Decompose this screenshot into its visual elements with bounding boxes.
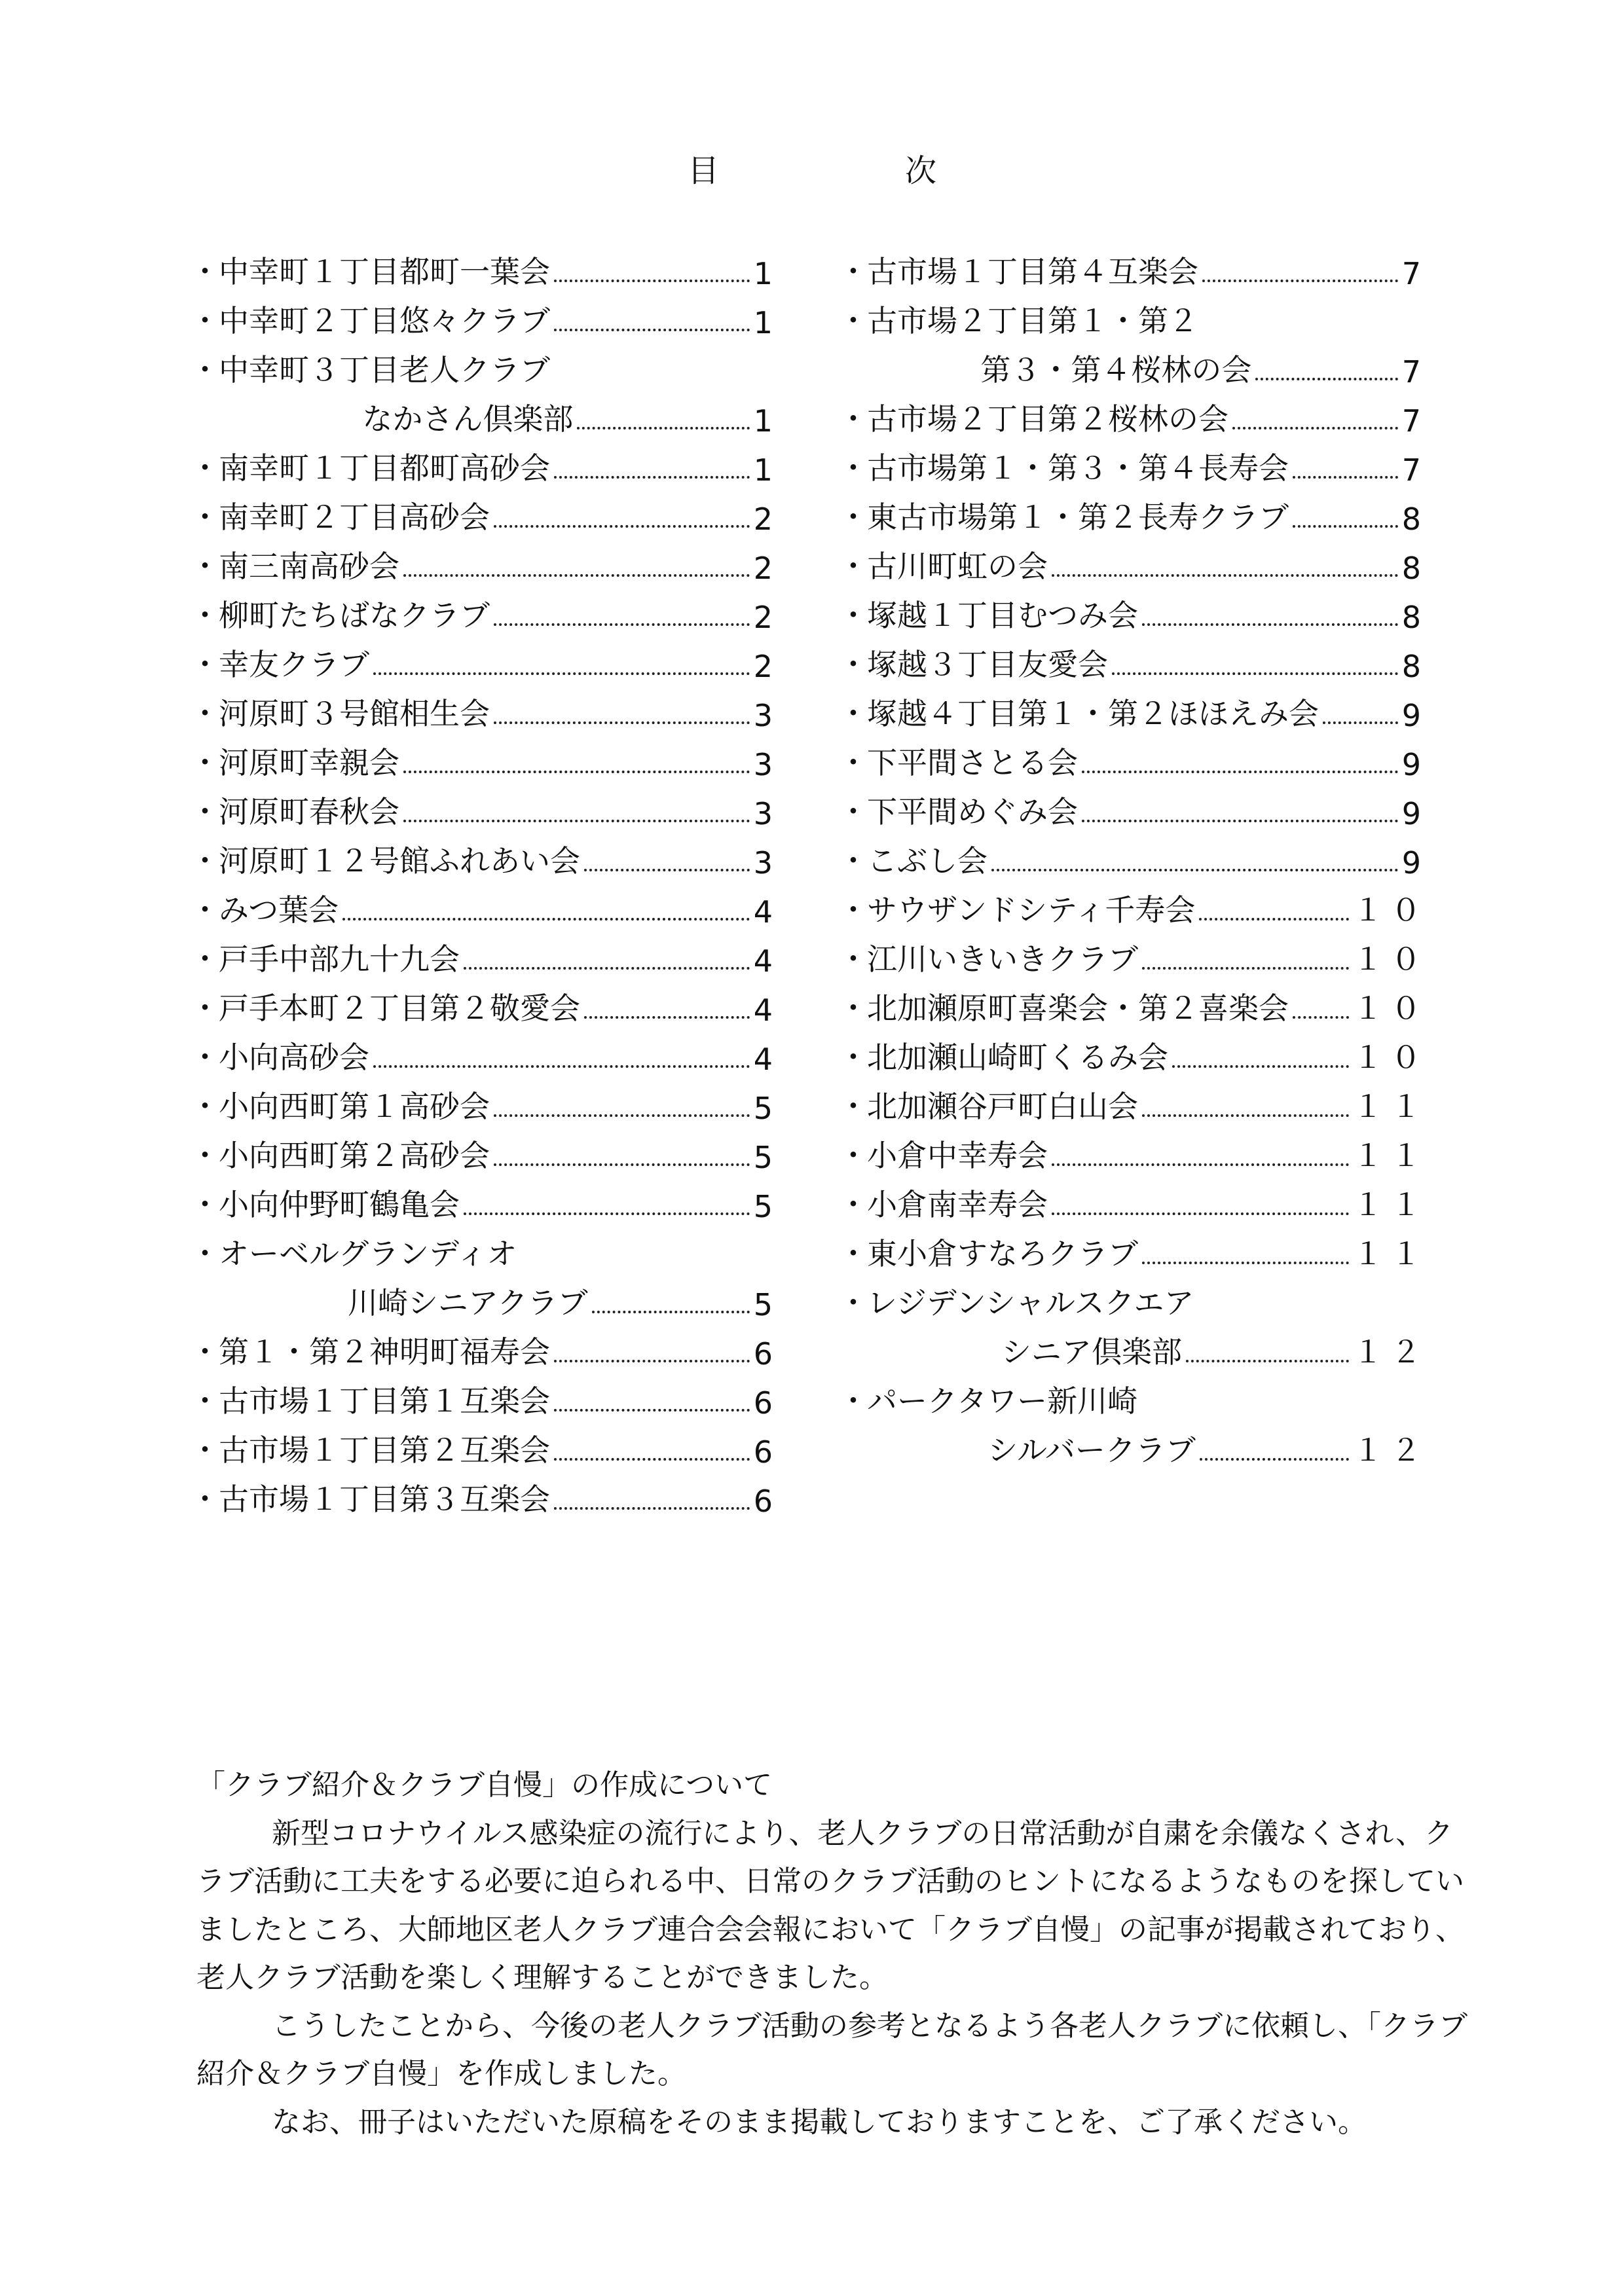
toc-entry-name: 柳町たちばなクラブ xyxy=(219,598,490,633)
toc-entry-name: 古市場１丁目第２互楽会 xyxy=(219,1432,550,1468)
toc-bullet: ・ xyxy=(190,549,220,584)
toc-entry-name: 小向西町第１高砂会 xyxy=(219,1089,490,1124)
toc-page-number: 3 xyxy=(753,747,781,782)
toc-line xyxy=(190,881,781,930)
toc-page-number: 5 xyxy=(753,1287,781,1322)
toc-page-number: 4 xyxy=(753,894,781,930)
toc-line xyxy=(190,733,781,782)
toc-bullet: ・ xyxy=(190,1089,220,1124)
toc-entry xyxy=(838,979,1429,1028)
toc-line xyxy=(838,979,1429,1028)
toc-line xyxy=(190,1077,781,1126)
toc-bullet: ・ xyxy=(190,450,220,486)
toc-line xyxy=(838,930,1429,979)
toc-page-number: 9 xyxy=(1401,796,1429,831)
toc-bullet: ・ xyxy=(190,1236,220,1271)
toc-entry-name: 古市場１丁目第１互楽会 xyxy=(219,1383,550,1419)
toc-entry xyxy=(190,979,781,1028)
toc-page-number: 1 xyxy=(753,305,781,340)
toc-line xyxy=(838,1126,1429,1175)
toc-entry xyxy=(838,1175,1429,1224)
toc-line xyxy=(190,635,781,684)
toc-dot-leader xyxy=(1293,1016,1349,1019)
toc-entry xyxy=(838,930,1429,979)
toc-dot-leader xyxy=(373,1065,750,1068)
toc-entry-name: 南三南高砂会 xyxy=(219,549,399,584)
toc-page-number: 6 xyxy=(753,1484,781,1519)
toc-entry xyxy=(838,1224,1429,1273)
toc-entry xyxy=(838,242,1429,291)
toc-bullet: ・ xyxy=(190,1383,220,1419)
toc-page-number: 6 xyxy=(753,1336,781,1372)
toc-entry-name: 第３・第４桜林の会 xyxy=(980,352,1252,388)
toc-dot-leader xyxy=(494,525,750,528)
toc-bullet: ・ xyxy=(190,1432,220,1468)
toc-page-number: 2 xyxy=(753,501,781,537)
toc-entry-name: 小向仲野町鶴亀会 xyxy=(219,1187,460,1222)
toc-entry-name: 古市場第１・第３・第４長寿会 xyxy=(867,450,1289,486)
toc-bullet: ・ xyxy=(190,941,220,977)
toc-line xyxy=(190,1224,773,1273)
toc-entry-name: みつ葉会 xyxy=(219,892,339,928)
toc-entry-name: 塚越１丁目むつみ会 xyxy=(867,598,1138,633)
toc-bullet: ・ xyxy=(190,991,220,1026)
toc-entry-name: 小向西町第２高砂会 xyxy=(219,1138,490,1173)
toc-page-number: １０ xyxy=(1353,941,1429,977)
toc-entry-name: 古川町虹の会 xyxy=(867,549,1048,584)
toc-page-number: 2 xyxy=(753,600,781,635)
toc-bullet: ・ xyxy=(838,1383,868,1419)
toc-entry xyxy=(190,537,781,586)
toc-dot-leader xyxy=(1052,1163,1349,1166)
toc-line xyxy=(838,340,1429,390)
toc-right-column xyxy=(838,242,1430,1470)
toc-bullet: ・ xyxy=(838,1285,868,1321)
toc-entry-name: 塚越４丁目第１・第２ほほえみ会 xyxy=(867,696,1319,731)
toc-dot-leader xyxy=(1199,918,1349,920)
toc-entry-name: 河原町幸親会 xyxy=(219,745,399,780)
toc-entry-name: 南幸町１丁目都町高砂会 xyxy=(219,450,550,486)
toc-bullet: ・ xyxy=(838,696,868,731)
toc-bullet: ・ xyxy=(838,941,868,977)
toc-dot-leader xyxy=(494,721,750,724)
toc-entry-name: 戸手本町２丁目第２敬愛会 xyxy=(219,991,580,1026)
toc-page-number: 7 xyxy=(1401,256,1429,291)
toc-line xyxy=(838,1421,1430,1470)
toc-line xyxy=(190,1322,781,1372)
toc-entry-name: シニア倶楽部 xyxy=(1001,1334,1182,1370)
toc-entry-name: 古市場２丁目第１・第２ xyxy=(867,303,1198,338)
toc-entry xyxy=(190,488,781,537)
toc-line xyxy=(838,684,1429,733)
toc-page-number: １０ xyxy=(1353,991,1429,1026)
toc-entry-name: 中幸町２丁目悠々クラブ xyxy=(219,303,550,338)
toc-dot-leader xyxy=(373,672,750,675)
toc-entry-name: 小倉中幸寿会 xyxy=(867,1138,1048,1173)
toc-entry xyxy=(190,1126,781,1175)
toc-bullet: ・ xyxy=(838,500,868,535)
toc-line xyxy=(838,242,1429,291)
toc-entry xyxy=(190,684,781,733)
toc-dot-leader xyxy=(403,820,750,822)
toc-dot-leader xyxy=(464,1212,750,1215)
toc-dot-leader xyxy=(1052,574,1398,577)
toc-dot-leader xyxy=(584,1016,750,1019)
toc-line xyxy=(190,291,781,340)
toc-entry-name: パークタワー新川崎 xyxy=(867,1383,1138,1419)
toc-dot-leader xyxy=(1186,1360,1349,1362)
toc-bullet: ・ xyxy=(838,303,868,338)
toc-entry-name: 小倉南幸寿会 xyxy=(867,1187,1048,1222)
toc-bullet: ・ xyxy=(190,254,220,289)
toc-dot-leader xyxy=(584,869,750,871)
toc-entry-name: 下平間めぐみ会 xyxy=(867,794,1078,829)
toc-page-number: １０ xyxy=(1353,892,1429,928)
toc-entry xyxy=(838,488,1429,537)
toc-line xyxy=(190,831,781,881)
toc-line xyxy=(190,782,781,831)
toc-bullet: ・ xyxy=(190,1138,220,1173)
toc-page-number: 4 xyxy=(753,993,781,1028)
toc-bullet: ・ xyxy=(838,401,868,437)
toc-entry xyxy=(838,586,1429,635)
toc-line xyxy=(838,1224,1429,1273)
toc-entry-name: 河原町春秋会 xyxy=(219,794,399,829)
toc-entry xyxy=(838,1126,1429,1175)
toc-page-number: １１ xyxy=(1353,1089,1429,1124)
toc-line xyxy=(190,684,781,733)
toc-entry-name: 江川いきいきクラブ xyxy=(867,941,1138,977)
toc-dot-leader xyxy=(1052,1212,1349,1215)
toc-dot-leader xyxy=(403,574,750,577)
toc-page-number: １２ xyxy=(1353,1432,1430,1468)
toc-line xyxy=(838,1077,1429,1126)
toc-entry xyxy=(190,1028,781,1077)
toc-line xyxy=(190,1028,781,1077)
toc-bullet: ・ xyxy=(838,1089,868,1124)
toc-line xyxy=(838,537,1429,586)
toc-bullet: ・ xyxy=(190,500,220,535)
toc-bullet: ・ xyxy=(838,254,868,289)
toc-line xyxy=(190,586,781,635)
toc-left-column xyxy=(190,242,781,1519)
toc-page-number: 4 xyxy=(753,943,781,979)
toc-entry xyxy=(838,831,1429,881)
toc-page-number: １１ xyxy=(1353,1138,1429,1173)
toc-entry xyxy=(838,1372,1430,1470)
toc-dot-leader xyxy=(494,1114,750,1117)
toc-line xyxy=(838,1273,1421,1322)
toc-bullet: ・ xyxy=(838,991,868,1026)
toc-dot-leader xyxy=(494,623,750,626)
toc-line xyxy=(838,635,1429,684)
toc-bullet: ・ xyxy=(190,892,220,928)
toc-dot-leader xyxy=(1082,820,1398,822)
toc-entry-name: 北加瀬山崎町くるみ会 xyxy=(867,1040,1168,1075)
toc-entry-name: 小向高砂会 xyxy=(219,1040,369,1075)
toc-entry xyxy=(190,930,781,979)
toc-bullet: ・ xyxy=(190,794,220,829)
toc-entry xyxy=(190,1470,781,1519)
toc-bullet: ・ xyxy=(190,745,220,780)
toc-page-number: 7 xyxy=(1401,403,1429,439)
toc-page-number: 5 xyxy=(753,1140,781,1175)
toc-line xyxy=(838,1322,1429,1372)
toc-bullet: ・ xyxy=(838,1236,868,1271)
toc-dot-leader xyxy=(1172,1065,1349,1068)
toc-line xyxy=(838,291,1421,340)
toc-dot-leader xyxy=(1293,525,1398,528)
toc-page-number: 8 xyxy=(1401,501,1429,537)
toc-dot-leader xyxy=(554,476,750,479)
note-section xyxy=(196,1761,1480,2146)
toc-entry xyxy=(190,586,781,635)
toc-bullet: ・ xyxy=(190,1334,220,1370)
toc-line xyxy=(190,1372,781,1421)
toc-entry-name: 幸友クラブ xyxy=(219,647,369,682)
toc-entry xyxy=(838,439,1429,488)
toc-entry xyxy=(190,1322,781,1372)
toc-line xyxy=(838,1028,1429,1077)
toc-page-number: １０ xyxy=(1353,1040,1429,1075)
toc-entry xyxy=(190,340,781,439)
toc-dot-leader xyxy=(1142,967,1349,970)
toc-page-number: 6 xyxy=(753,1385,781,1421)
toc-dot-leader xyxy=(554,1360,750,1362)
toc-entry-name: 塚越３丁目友愛会 xyxy=(867,647,1108,682)
toc-entry-name: サウザンドシティ千寿会 xyxy=(867,892,1196,928)
note-paragraph: なお、冊子はいただいた原稿をそのまま掲載しておりますことを、ご了承ください。 xyxy=(272,2105,1367,2139)
toc-bullet: ・ xyxy=(190,843,220,879)
toc-dot-leader xyxy=(494,1163,750,1166)
toc-bullet: ・ xyxy=(838,1138,868,1173)
toc-page-number: 2 xyxy=(753,649,781,684)
toc-line xyxy=(190,537,781,586)
toc-line xyxy=(838,488,1429,537)
toc-entry-name: こぶし会 xyxy=(867,843,987,879)
toc-entry-name: 古市場２丁目第２桜林の会 xyxy=(867,401,1228,437)
toc-entry xyxy=(838,635,1429,684)
toc-page-number: 5 xyxy=(753,1091,781,1126)
toc-entry xyxy=(838,881,1429,930)
toc-page-number: 9 xyxy=(1401,698,1429,733)
toc-entry xyxy=(838,782,1429,831)
toc-entry xyxy=(190,291,781,340)
toc-entry xyxy=(190,733,781,782)
toc-entry-name: シルバークラブ xyxy=(987,1432,1196,1468)
toc-entry xyxy=(838,684,1429,733)
toc-bullet: ・ xyxy=(838,598,868,633)
toc-bullet: ・ xyxy=(838,647,868,682)
toc-page-number: 8 xyxy=(1401,600,1429,635)
toc-dot-leader xyxy=(1142,623,1398,626)
toc-page-number: 3 xyxy=(753,698,781,733)
toc-entry xyxy=(190,1175,781,1224)
toc-line xyxy=(838,881,1429,930)
toc-line xyxy=(190,1175,781,1224)
toc-bullet: ・ xyxy=(838,892,868,928)
toc-line xyxy=(190,340,773,390)
toc-dot-leader xyxy=(1142,1114,1349,1117)
toc-bullet: ・ xyxy=(190,352,220,388)
toc-dot-leader xyxy=(1112,672,1398,675)
toc-entry-name: レジデンシャルスクエア xyxy=(867,1285,1194,1321)
toc-dot-leader xyxy=(592,1311,750,1313)
toc-entry xyxy=(190,439,781,488)
toc-dot-leader xyxy=(403,771,750,773)
toc-page-number: 2 xyxy=(753,551,781,586)
toc-entry-name: 第１・第２神明町福寿会 xyxy=(219,1334,550,1370)
toc-page-number: 4 xyxy=(753,1042,781,1077)
toc-bullet: ・ xyxy=(190,1482,220,1517)
toc-bullet: ・ xyxy=(190,696,220,731)
toc-entry-name: 河原町３号館相生会 xyxy=(219,696,490,731)
toc-entry-name: 東古市場第１・第２長寿クラブ xyxy=(867,500,1289,535)
toc-dot-leader xyxy=(1232,427,1398,429)
toc-entry xyxy=(838,1273,1429,1372)
toc-entry-name: 中幸町３丁目老人クラブ xyxy=(219,352,550,388)
toc-page-number: 1 xyxy=(753,403,781,439)
toc-line xyxy=(190,1470,781,1519)
toc-bullet: ・ xyxy=(838,794,868,829)
toc-entry-name: 古市場１丁目第３互楽会 xyxy=(219,1482,550,1517)
toc-bullet: ・ xyxy=(838,843,868,879)
toc-line xyxy=(838,733,1429,782)
toc-entry xyxy=(838,1077,1429,1126)
toc-entry xyxy=(190,1077,781,1126)
page-title: 目 次 xyxy=(687,153,1014,189)
toc-entry-name: 古市場１丁目第４互楽会 xyxy=(867,254,1198,289)
toc-dot-leader xyxy=(1323,721,1398,724)
toc-dot-leader xyxy=(1082,771,1398,773)
toc-page-number: 3 xyxy=(753,796,781,831)
toc-page-number: 7 xyxy=(1401,452,1429,488)
toc-line xyxy=(838,439,1429,488)
toc-line xyxy=(190,488,781,537)
toc-page-number: 8 xyxy=(1401,551,1429,586)
toc-entry xyxy=(190,242,781,291)
toc-entry-name: 河原町１２号館ふれあい会 xyxy=(219,843,580,879)
toc-entry-name: 下平間さとる会 xyxy=(867,745,1078,780)
toc-entry-name: 東小倉すなろクラブ xyxy=(867,1236,1138,1271)
toc-line xyxy=(190,242,781,291)
toc-page-number: １２ xyxy=(1353,1334,1429,1370)
toc-entry xyxy=(190,635,781,684)
toc-entry xyxy=(838,1028,1429,1077)
toc-bullet: ・ xyxy=(190,303,220,338)
toc-dot-leader xyxy=(991,869,1398,871)
toc-entry xyxy=(190,782,781,831)
toc-dot-leader xyxy=(1255,378,1397,380)
toc-entry xyxy=(838,733,1429,782)
toc-page-number: １１ xyxy=(1353,1187,1429,1222)
toc-entry xyxy=(838,537,1429,586)
note-heading: 「クラブ紹介＆クラブ自慢」の作成について xyxy=(196,1768,773,1802)
toc-dot-leader xyxy=(1200,1458,1349,1461)
toc-bullet: ・ xyxy=(190,1040,220,1075)
toc-dot-leader xyxy=(554,280,750,282)
toc-page-number: 7 xyxy=(1401,354,1429,390)
toc-line xyxy=(838,1175,1429,1224)
toc-bullet: ・ xyxy=(190,647,220,682)
toc-bullet: ・ xyxy=(838,1040,868,1075)
toc-entry-name: オーベルグランディオ xyxy=(219,1236,517,1271)
toc-page-number: 9 xyxy=(1401,845,1429,881)
toc-dot-leader xyxy=(577,427,749,429)
toc-entry-name: 北加瀬谷戸町白山会 xyxy=(867,1089,1138,1124)
toc-entry xyxy=(190,1421,781,1470)
toc-dot-leader xyxy=(554,1458,750,1461)
toc-line xyxy=(190,1126,781,1175)
toc-line xyxy=(190,439,781,488)
toc-bullet: ・ xyxy=(838,549,868,584)
toc-line xyxy=(838,586,1429,635)
toc-line xyxy=(838,390,1429,439)
toc-bullet: ・ xyxy=(190,1187,220,1222)
toc-line xyxy=(190,1273,781,1322)
toc-bullet: ・ xyxy=(838,1187,868,1222)
toc-page-number: 5 xyxy=(753,1189,781,1224)
toc-bullet: ・ xyxy=(838,745,868,780)
toc-entry-name: 南幸町２丁目高砂会 xyxy=(219,500,490,535)
toc-entry xyxy=(190,1372,781,1421)
toc-dot-leader xyxy=(1293,476,1398,479)
toc-dot-leader xyxy=(464,967,750,970)
toc-page-number: １１ xyxy=(1353,1236,1429,1271)
toc-line xyxy=(838,831,1429,881)
toc-page-number: 9 xyxy=(1401,747,1429,782)
toc-bullet: ・ xyxy=(190,598,220,633)
toc-dot-leader xyxy=(1202,280,1398,282)
toc-page-number: 1 xyxy=(753,452,781,488)
toc-entry-name: 川崎シニアクラブ xyxy=(348,1285,588,1321)
toc-page-number: 6 xyxy=(753,1434,781,1470)
toc-dot-leader xyxy=(1142,1262,1349,1264)
toc-entry-name: 中幸町１丁目都町一葉会 xyxy=(219,254,550,289)
toc-entry xyxy=(190,881,781,930)
toc-dot-leader xyxy=(554,329,750,331)
toc-entry-name: 戸手中部九十九会 xyxy=(219,941,460,977)
note-paragraph: こうしたことから、今後の老人クラブ活動の参考となるよう各老人クラブに依頼し、「クラブ紹介＆クラブ自慢」を作成しました。 xyxy=(196,2009,1467,2090)
toc-line xyxy=(838,1372,1421,1421)
toc-line xyxy=(190,979,781,1028)
toc-page-number: 1 xyxy=(753,256,781,291)
toc-line xyxy=(190,390,781,439)
toc-dot-leader xyxy=(342,918,750,920)
toc-bullet: ・ xyxy=(838,450,868,486)
toc-page-number: 3 xyxy=(753,845,781,881)
note-paragraph: 新型コロナウイルス感染症の流行により、老人クラブの日常活動が自粛を余儀なくされ、クラブ活動に工夫をする必要に迫られる中、日常のクラブ活動のヒントになるようなものを探していましたところ、大師地区老人クラブ連合会会報において「クラブ自慢」の記事が掲載されており、老人クラブ活動を楽しく理解することができました。 xyxy=(196,1816,1464,1994)
toc-line xyxy=(190,1421,781,1470)
toc-line xyxy=(838,782,1429,831)
toc-entry xyxy=(838,390,1429,439)
toc-entry-name: 北加瀬原町喜楽会・第２喜楽会 xyxy=(867,991,1289,1026)
toc-dot-leader xyxy=(554,1409,750,1412)
toc-entry-name: なかさん倶楽部 xyxy=(362,401,574,437)
toc-entry xyxy=(190,1224,781,1322)
toc-line xyxy=(190,930,781,979)
toc-page-number: 8 xyxy=(1401,649,1429,684)
toc-dot-leader xyxy=(554,1507,750,1510)
toc-entry xyxy=(190,831,781,881)
toc-entry xyxy=(838,291,1429,390)
